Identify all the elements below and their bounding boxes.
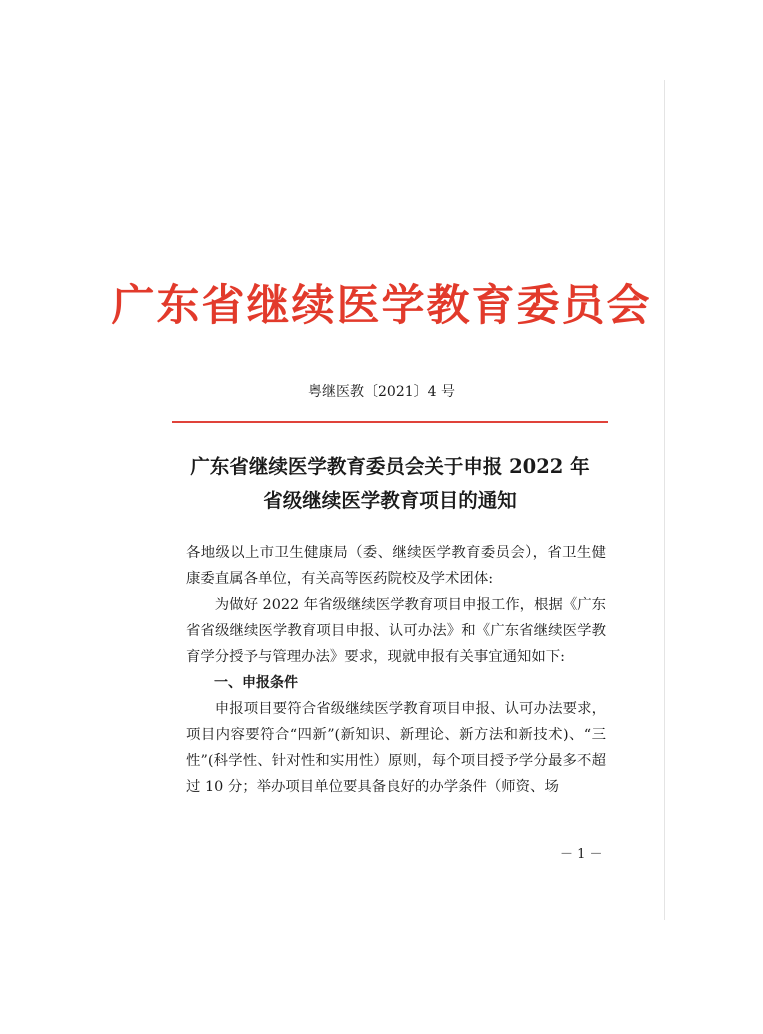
title-line-1: 广东省继续医学教育委员会关于申报 2022 年 — [190, 455, 590, 478]
issuer-name: 广东省继续医学教育委员会 — [111, 281, 652, 331]
section-heading-1: 一、申报条件 — [214, 675, 298, 691]
document-number: 粤继医教〔2021〕4 号 — [308, 384, 455, 400]
document-title — [150, 450, 630, 518]
page-number: － 1 － — [560, 847, 603, 862]
red-separator-line — [172, 421, 608, 423]
title-line-2: 省级继续医学教育项目的通知 — [263, 489, 517, 512]
page-edge-line — [664, 80, 665, 920]
intro-paragraph: 为做好 2022 年省级继续医学教育项目申报工作，根据《广东省省级继续医学教育项目申报、认可办法》和《广东省继续医学教育学分授予与管理办法》要求，现就申报有关事宜通知如下: — [186, 597, 606, 665]
document-body — [186, 540, 606, 800]
section-paragraph-1: 申报项目要符合省级继续医学教育项目申报、认可办法要求，项目内容要符合“四新”(新知识、新理论、新方法和新技术)、“三性”(科学性、针对性和实用性）原则，每个项目授予学分最多不超过 10 分；举办项目单位要具备良好的办学条件（师资、场 — [186, 701, 606, 795]
salutation-paragraph: 各地级以上市卫生健康局（委、继续医学教育委员会），省卫生健康委直属各单位，有关高等医药院校及学术团体: — [186, 545, 606, 587]
